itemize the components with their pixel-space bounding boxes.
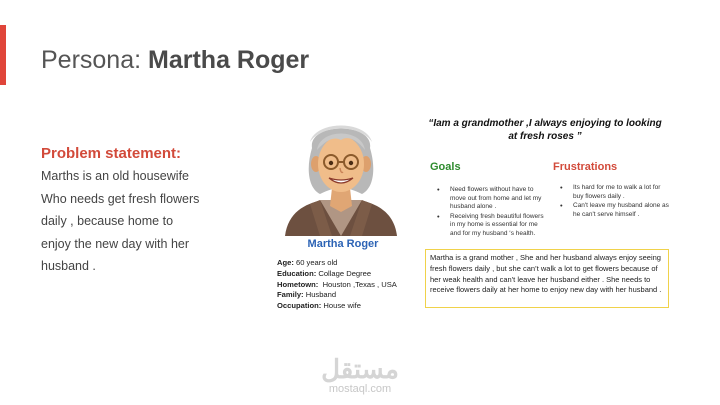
frustrations-heading: Frustrations <box>553 161 618 173</box>
goals-list <box>437 186 547 240</box>
page-title <box>41 46 309 75</box>
detail-education <box>277 269 397 280</box>
detail-occupation <box>277 301 397 312</box>
persona-summary-box: Martha is a grand mother , She and her husband always enjoy seeing fresh flowers daily , but she can’t walk a lot to get flowers because of her weak health and can't leave her husband either . She needs to receive flowers daily at her home to enjoy new day with her husband . <box>425 249 669 308</box>
persona-details <box>277 258 397 312</box>
persona-name: Martha Roger <box>307 238 379 250</box>
problem-line: enjoy the new day with her <box>41 236 190 251</box>
goals-heading: Goals <box>430 161 461 173</box>
detail-label: Education: <box>277 268 317 278</box>
detail-label: Hometown: <box>277 279 319 289</box>
problem-line: Marths is an old housewife <box>41 169 189 183</box>
problem-line: husband . <box>41 259 96 273</box>
detail-value: Husband <box>303 290 337 300</box>
detail-family <box>277 290 397 301</box>
frustration-item: • Can't leave my husband alone as he can't serve himself . <box>560 202 670 219</box>
mostaql-logo: مستقل <box>321 354 399 384</box>
frustrations-list <box>560 184 670 220</box>
problem-line: Who needs get fresh flowers <box>41 191 200 206</box>
detail-label: Family: <box>277 290 304 300</box>
title-prefix: Persona: <box>41 46 149 74</box>
accent-bar <box>0 25 6 85</box>
detail-label: Age: <box>277 258 294 267</box>
problem-line: daily , because home to <box>41 214 174 228</box>
problem-statement-body <box>41 165 241 278</box>
detail-hometown <box>277 280 397 291</box>
detail-value: 60 years old <box>293 258 338 267</box>
problem-statement-heading: Problem statement: <box>41 145 182 162</box>
detail-value: Collage Degree <box>316 268 372 278</box>
grandmother-avatar-icon <box>280 112 402 236</box>
persona-quote: “Iam a grandmother ,I always enjoying to looking at fresh roses ” <box>428 118 662 142</box>
detail-value: Houston ,Texas , USA <box>318 279 397 289</box>
goal-item: • Need flowers without have to move out from home and let my husband alone . <box>437 186 547 212</box>
detail-value: House wife <box>321 301 361 311</box>
mostaql-watermark-text: mostaql.com <box>328 383 392 395</box>
detail-age <box>277 258 397 269</box>
title-persona-name: Martha Roger <box>148 46 310 74</box>
goal-item: • Receiving fresh beautiful flowers in my home is essential for me and for my husband ‘s health. <box>437 213 547 239</box>
detail-label: Occupation: <box>277 301 322 311</box>
frustration-item: • Its hard for me to walk a lot for buy flowers daily . <box>560 184 670 201</box>
